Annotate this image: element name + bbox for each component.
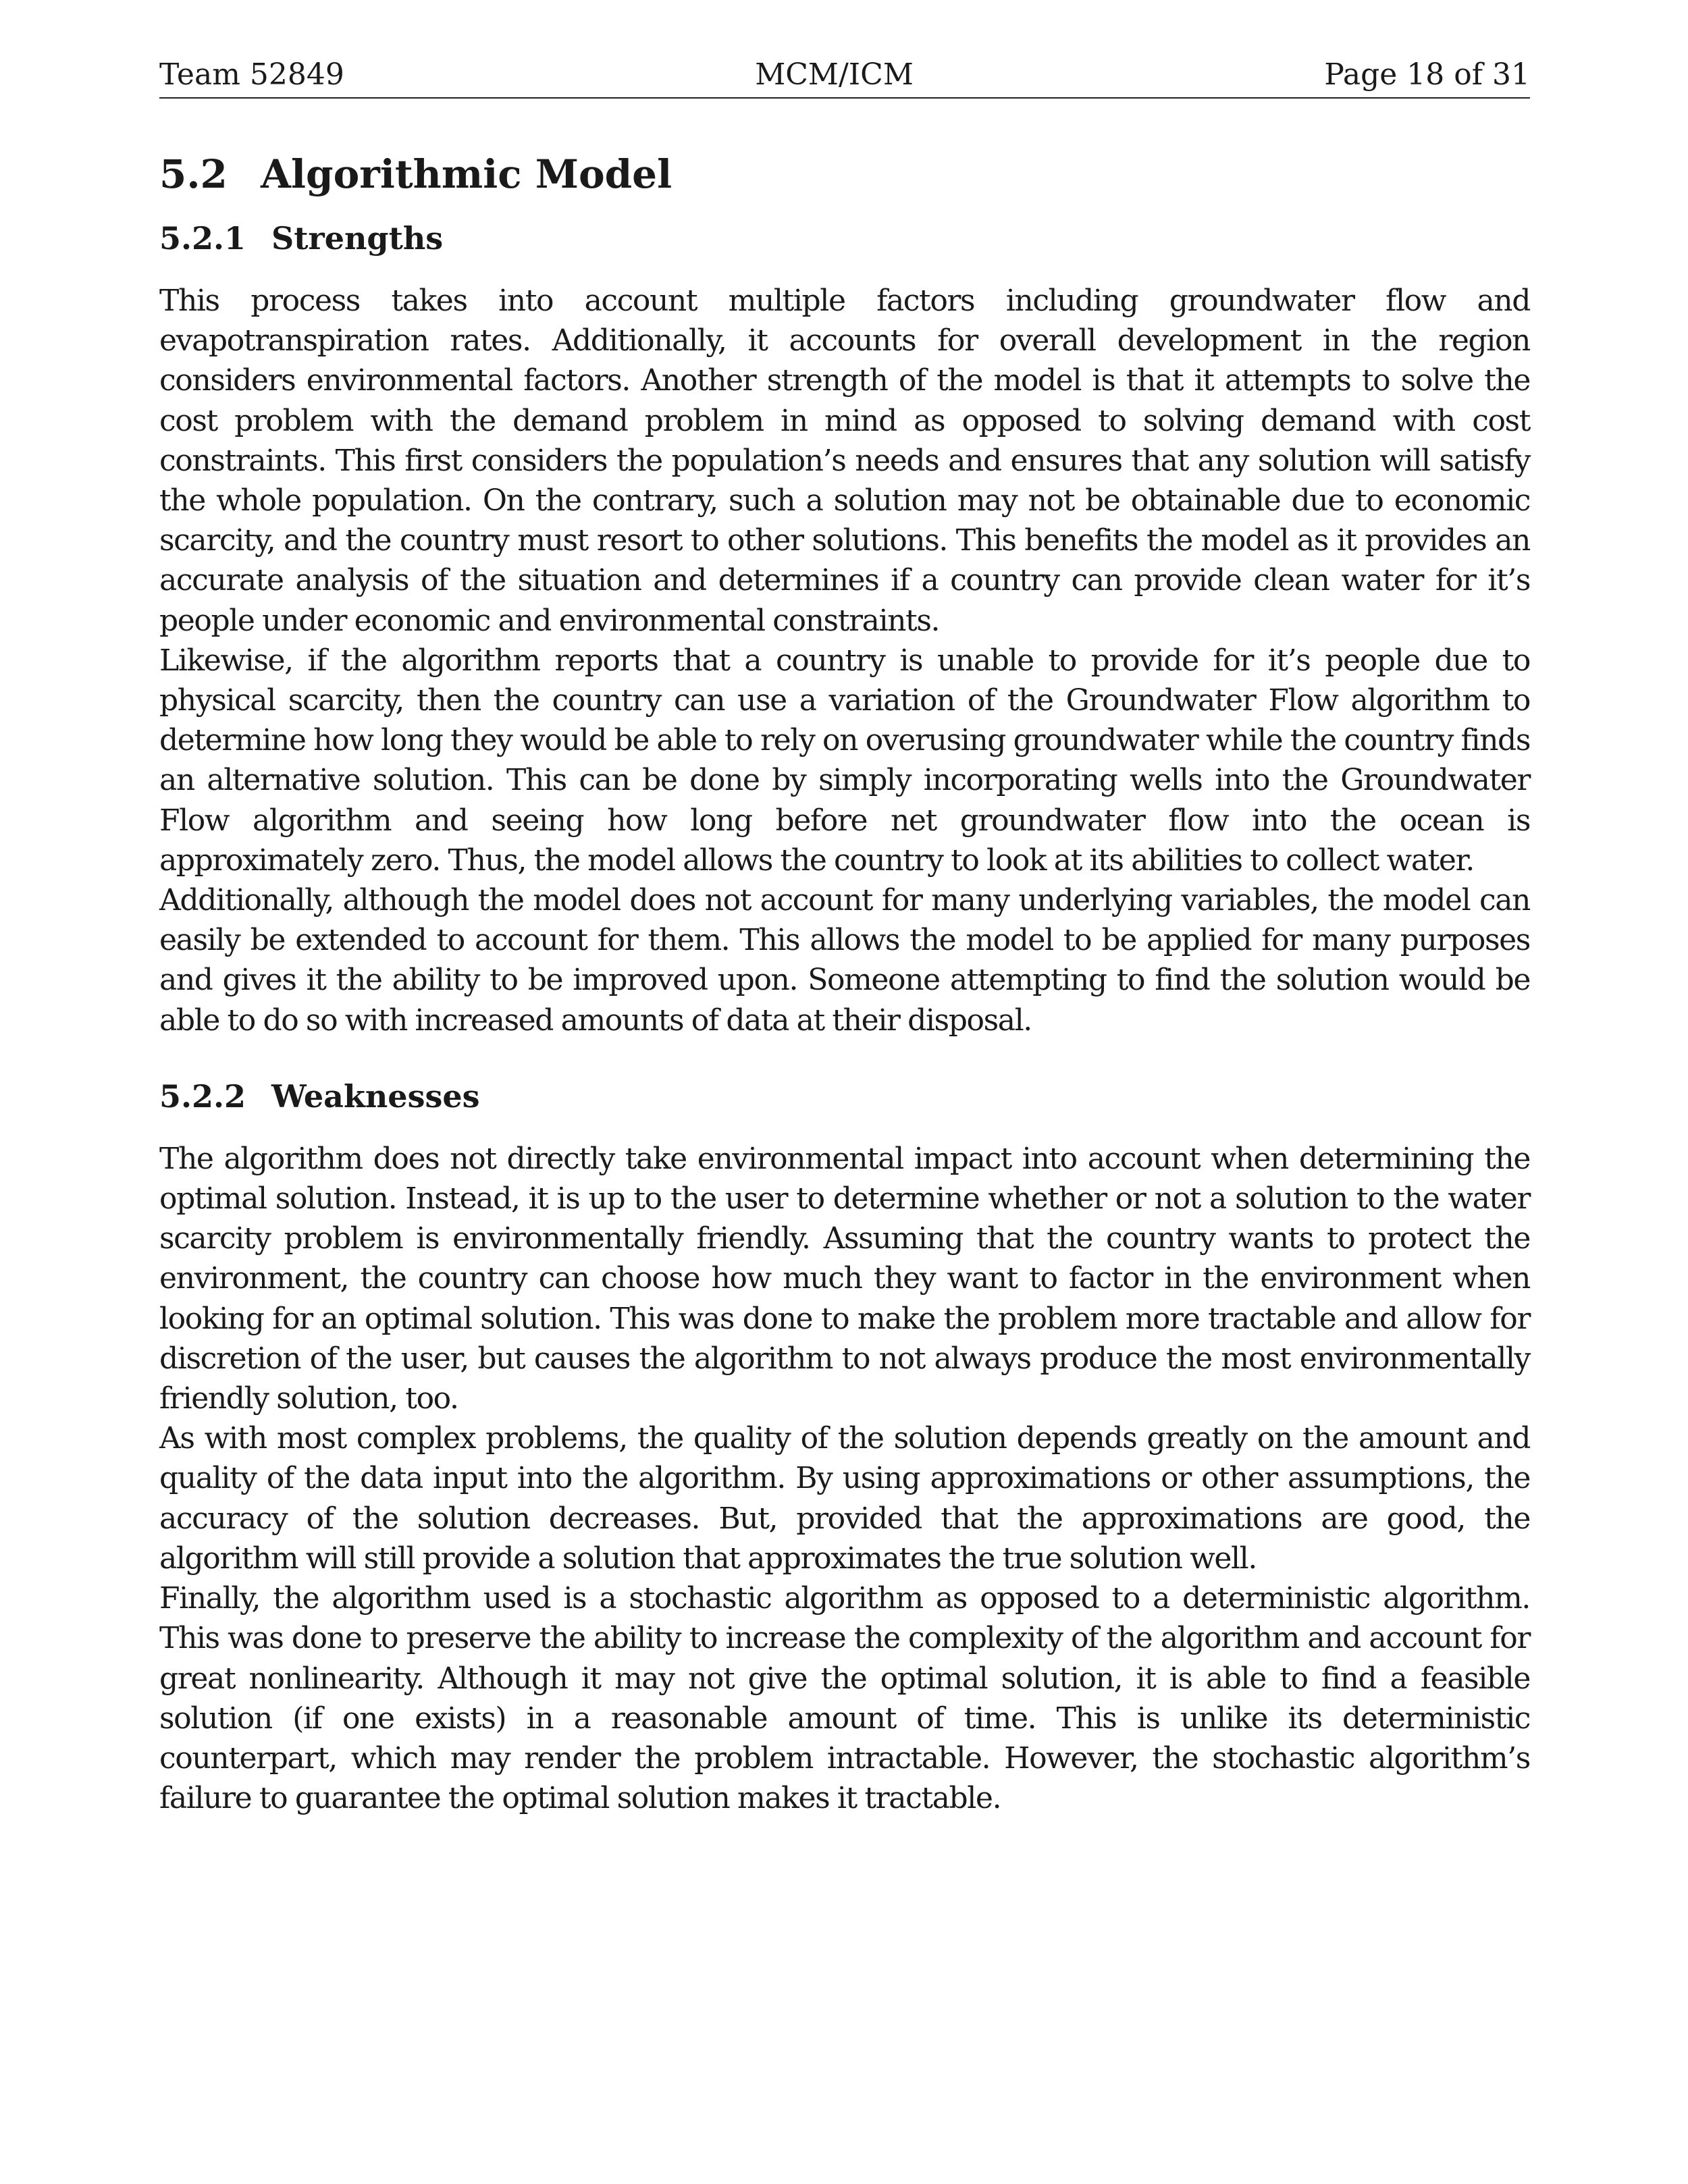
paragraph: As with most complex problems, the quality of the solution depends greatly on the amount and quality of the data input into the algorithm. By using approximations or other assumptions, the accuracy of the solution decreases. But, provided that the approximations are good, the algorithm will still provide a solution that approximates the true solution well. xyxy=(159,1421,1530,1576)
subsection-title: Strengths xyxy=(271,220,444,257)
running-header xyxy=(159,54,1530,99)
paragraph: Additionally, although the model does not account for many underlying variables, the model can easily be extended to account for them. This allows the model to be applied for many purposes and gives it the ability to be improved upon. Someone attempting to find the solution would be able to do so with increased amounts of data at their disposal. xyxy=(159,883,1530,1038)
paper-page xyxy=(159,54,1530,1818)
header-team: Team 52849 xyxy=(159,57,344,92)
header-contest: MCM/ICM xyxy=(755,57,914,92)
subsection-title: Weaknesses xyxy=(271,1077,480,1115)
strengths-body xyxy=(159,281,1530,1040)
weaknesses-body xyxy=(159,1139,1530,1818)
subsection-number: 5.2.2 xyxy=(159,1077,246,1115)
subsection-heading-weaknesses xyxy=(159,1073,1530,1120)
paragraph: Finally, the algorithm used is a stochastic algorithm as opposed to a deterministic algorithm. This was done to preserve the ability to increase the complexity of the algorithm and account for great nonlinearity. Although it may not give the optimal solution, it is able to find a feasible solution (if one exists) in a reasonable amount of time. This is unlike its deterministic counterpart, which may render the problem intractable. However, the stochastic algorithm’s failure to guarantee the optimal solution makes it tractable. xyxy=(159,1581,1530,1816)
paragraph: This process takes into account multiple factors including groundwater flow and evapotranspiration rates. Additionally, it accounts for overall development in the region considers environmental factors. Another strength of the model is that it attempts to solve the cost problem with the demand problem in mind as opposed to solving demand with cost constraints. This first considers the population’s needs and ensures that any solution will satisfy the whole population. On the contrary, such a solution may not be obtainable due to economic scarcity, and the country must resort to other solutions. This benefits the model as it provides an accurate analysis of the situation and determines if a country can provide clean water for it’s people under economic and environmental constraints. xyxy=(159,284,1530,638)
subsection-heading-strengths xyxy=(159,215,1530,262)
header-page-number: Page 18 of 31 xyxy=(1324,57,1530,92)
section-heading xyxy=(159,147,1530,201)
section-number: 5.2 xyxy=(159,151,228,197)
subsection-number: 5.2.1 xyxy=(159,220,246,257)
paragraph: The algorithm does not directly take environmental impact into account when determining the optimal solution. Instead, it is up to the user to determine whether or not a solution to the water scarcity problem is environmentally friendly. Assuming that the country wants to protect the environment, the country can choose how much they want to factor in the environment when looking for an optimal solution. This was done to make the problem more tractable and allow for discretion of the user, but causes the algorithm to not always produce the most environmentally friendly solution, too. xyxy=(159,1141,1530,1416)
section-title: Algorithmic Model xyxy=(261,151,672,197)
paragraph: Likewise, if the algorithm reports that a country is unable to provide for it’s people due to physical scarcity, then the country can use a variation of the Groundwater Flow algorithm to determine how long they would be able to rely on overusing groundwater while the country finds an alternative solution. This can be done by simply incorporating wells into the Groundwater Flow algorithm and seeing how long before net groundwater flow into the ocean is approximately zero. Thus, the model allows the country to look at its abilities to collect water. xyxy=(159,643,1530,878)
